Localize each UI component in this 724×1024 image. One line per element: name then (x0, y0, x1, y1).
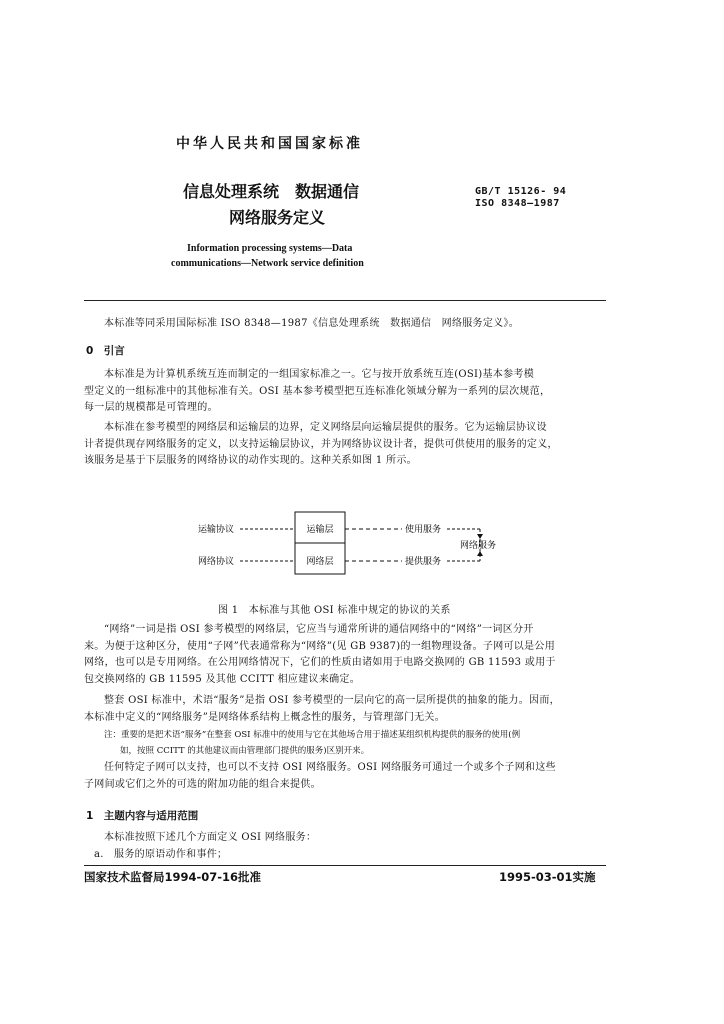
subnetwork-paragraph (84, 760, 606, 793)
arrow-up-icon (477, 551, 483, 556)
top-divider (84, 300, 606, 301)
text-line: 网络，也可以是专用网络。在公用网络情况下，它们的性质由诸如用于电路交换网的 GB 11593 或用于 (84, 657, 556, 668)
gb-code: GB/T 15126- 94 (475, 186, 567, 197)
figure-caption: 图 1 本标准与其他 OSI 标准中规定的协议的关系 (218, 605, 451, 616)
english-title-line-2: communications—Network service definition (171, 258, 364, 269)
network-protocol-label: 网络协议 (198, 557, 235, 567)
intro-paragraph-2 (84, 420, 606, 470)
title-line-1: 信息处理系统 数据通信 (183, 182, 360, 201)
section-1-heading: 1 主题内容与适用范围 (86, 810, 199, 822)
scope-paragraph (84, 830, 606, 863)
text-line: 本标准按照下述几个方面定义 OSI 网络服务： (104, 832, 317, 843)
text-line: 该服务是基于下层服务的网络协议的动作实现的。这种关系如图 1 所示。 (84, 455, 417, 466)
iso-code: ISO 8348—1987 (475, 198, 560, 209)
standard-type-header: 中华人民共和国国家标准 (176, 136, 363, 152)
text-line: “网络”一词是指 OSI 参考模型的网络层，它应当与通常所讲的通信网络中的“网络”一词区分开 (104, 624, 534, 635)
transport-protocol-label: 运输协议 (198, 525, 235, 535)
text-line: 型定义的一组标准中的其他标准有关。OSI 基本参考模型把互连标准化领域分解为一系列的层次规范， (84, 385, 551, 397)
text-line: 子网间或它们之外的可选的附加功能的组合来提供。 (84, 778, 321, 790)
text-line: 任何特定子网可以支持，也可以不支持 OSI 网络服务。OSI 网络服务可通过一个或多个子网和这些 (104, 762, 556, 773)
text-line: 本标准中定义的“网络服务”是网络体系结构上概念性的服务，与管理部门无关。 (84, 711, 446, 723)
effective-date: 1995-03-01实施 (499, 870, 596, 884)
adoption-statement: 本标准等同采用国际标准 ISO 8348—1987《信息处理系统 数据通信 网络服务定义》。 (104, 318, 520, 329)
approval-date: 国家技术监督局1994-07-16批准 (84, 870, 262, 884)
use-service-label: 使用服务 (405, 525, 442, 535)
title-line-2: 网络服务定义 (229, 208, 326, 227)
note-line: 注：重要的是把术语“服务”在整套 OSI 标准中的使用与它在其他场合用于描述某组织机构提供的服务的使用(例 (104, 730, 521, 740)
footer-divider (84, 865, 606, 866)
text-line: 整套 OSI 标准中，术语“服务”是指 OSI 参考模型的一层向它的高一层所提供的抽象的能力。因而， (104, 695, 560, 706)
network-layer-label: 网络层 (306, 557, 334, 567)
intro-paragraph-1 (84, 367, 606, 417)
text-line: 每一层的规模都是可管理的。 (84, 402, 218, 413)
english-title-line-1: Information processing systems—Data (187, 243, 353, 254)
text-line: 来。为便于这种区分，使用“子网”代表通常称为“网络”(见 GB 9387)的一组物理设备。子网可以是公用 (84, 640, 555, 652)
section-0-heading: 0 引言 (86, 345, 125, 357)
note-line: 如，按照 CCITT 的其他建议而由管理部门提供的服务)区别开来。 (120, 746, 370, 756)
list-item: a. 服务的原语动作和事件； (94, 848, 228, 860)
network-service-label: 网络服务 (460, 541, 497, 551)
text-line: 包交换网络的 GB 11595 及其他 CCITT 相应建议来确定。 (84, 673, 361, 685)
service-term-paragraph (84, 693, 606, 726)
figure-1-diagram (0, 500, 724, 590)
transport-layer-label: 运输层 (306, 525, 334, 535)
arrow-down-icon (477, 534, 483, 539)
network-term-paragraph (84, 622, 606, 688)
note (104, 727, 612, 759)
text-line: 本标准是为计算机系统互连而制定的一组国家标准之一。它与按开放系统互连(OSI)基本参考模 (104, 369, 535, 380)
text-line: 计者提供现存网络服务的定义，以支持运输层协议，并为网络协议设计者，提供可供使用的服务的定义， (84, 438, 558, 450)
provide-service-label: 提供服务 (405, 557, 442, 567)
text-line: 本标准在参考模型的网络层和运输层的边界，定义网络层向运输层提供的服务。它为运输层协议设 (104, 422, 547, 433)
